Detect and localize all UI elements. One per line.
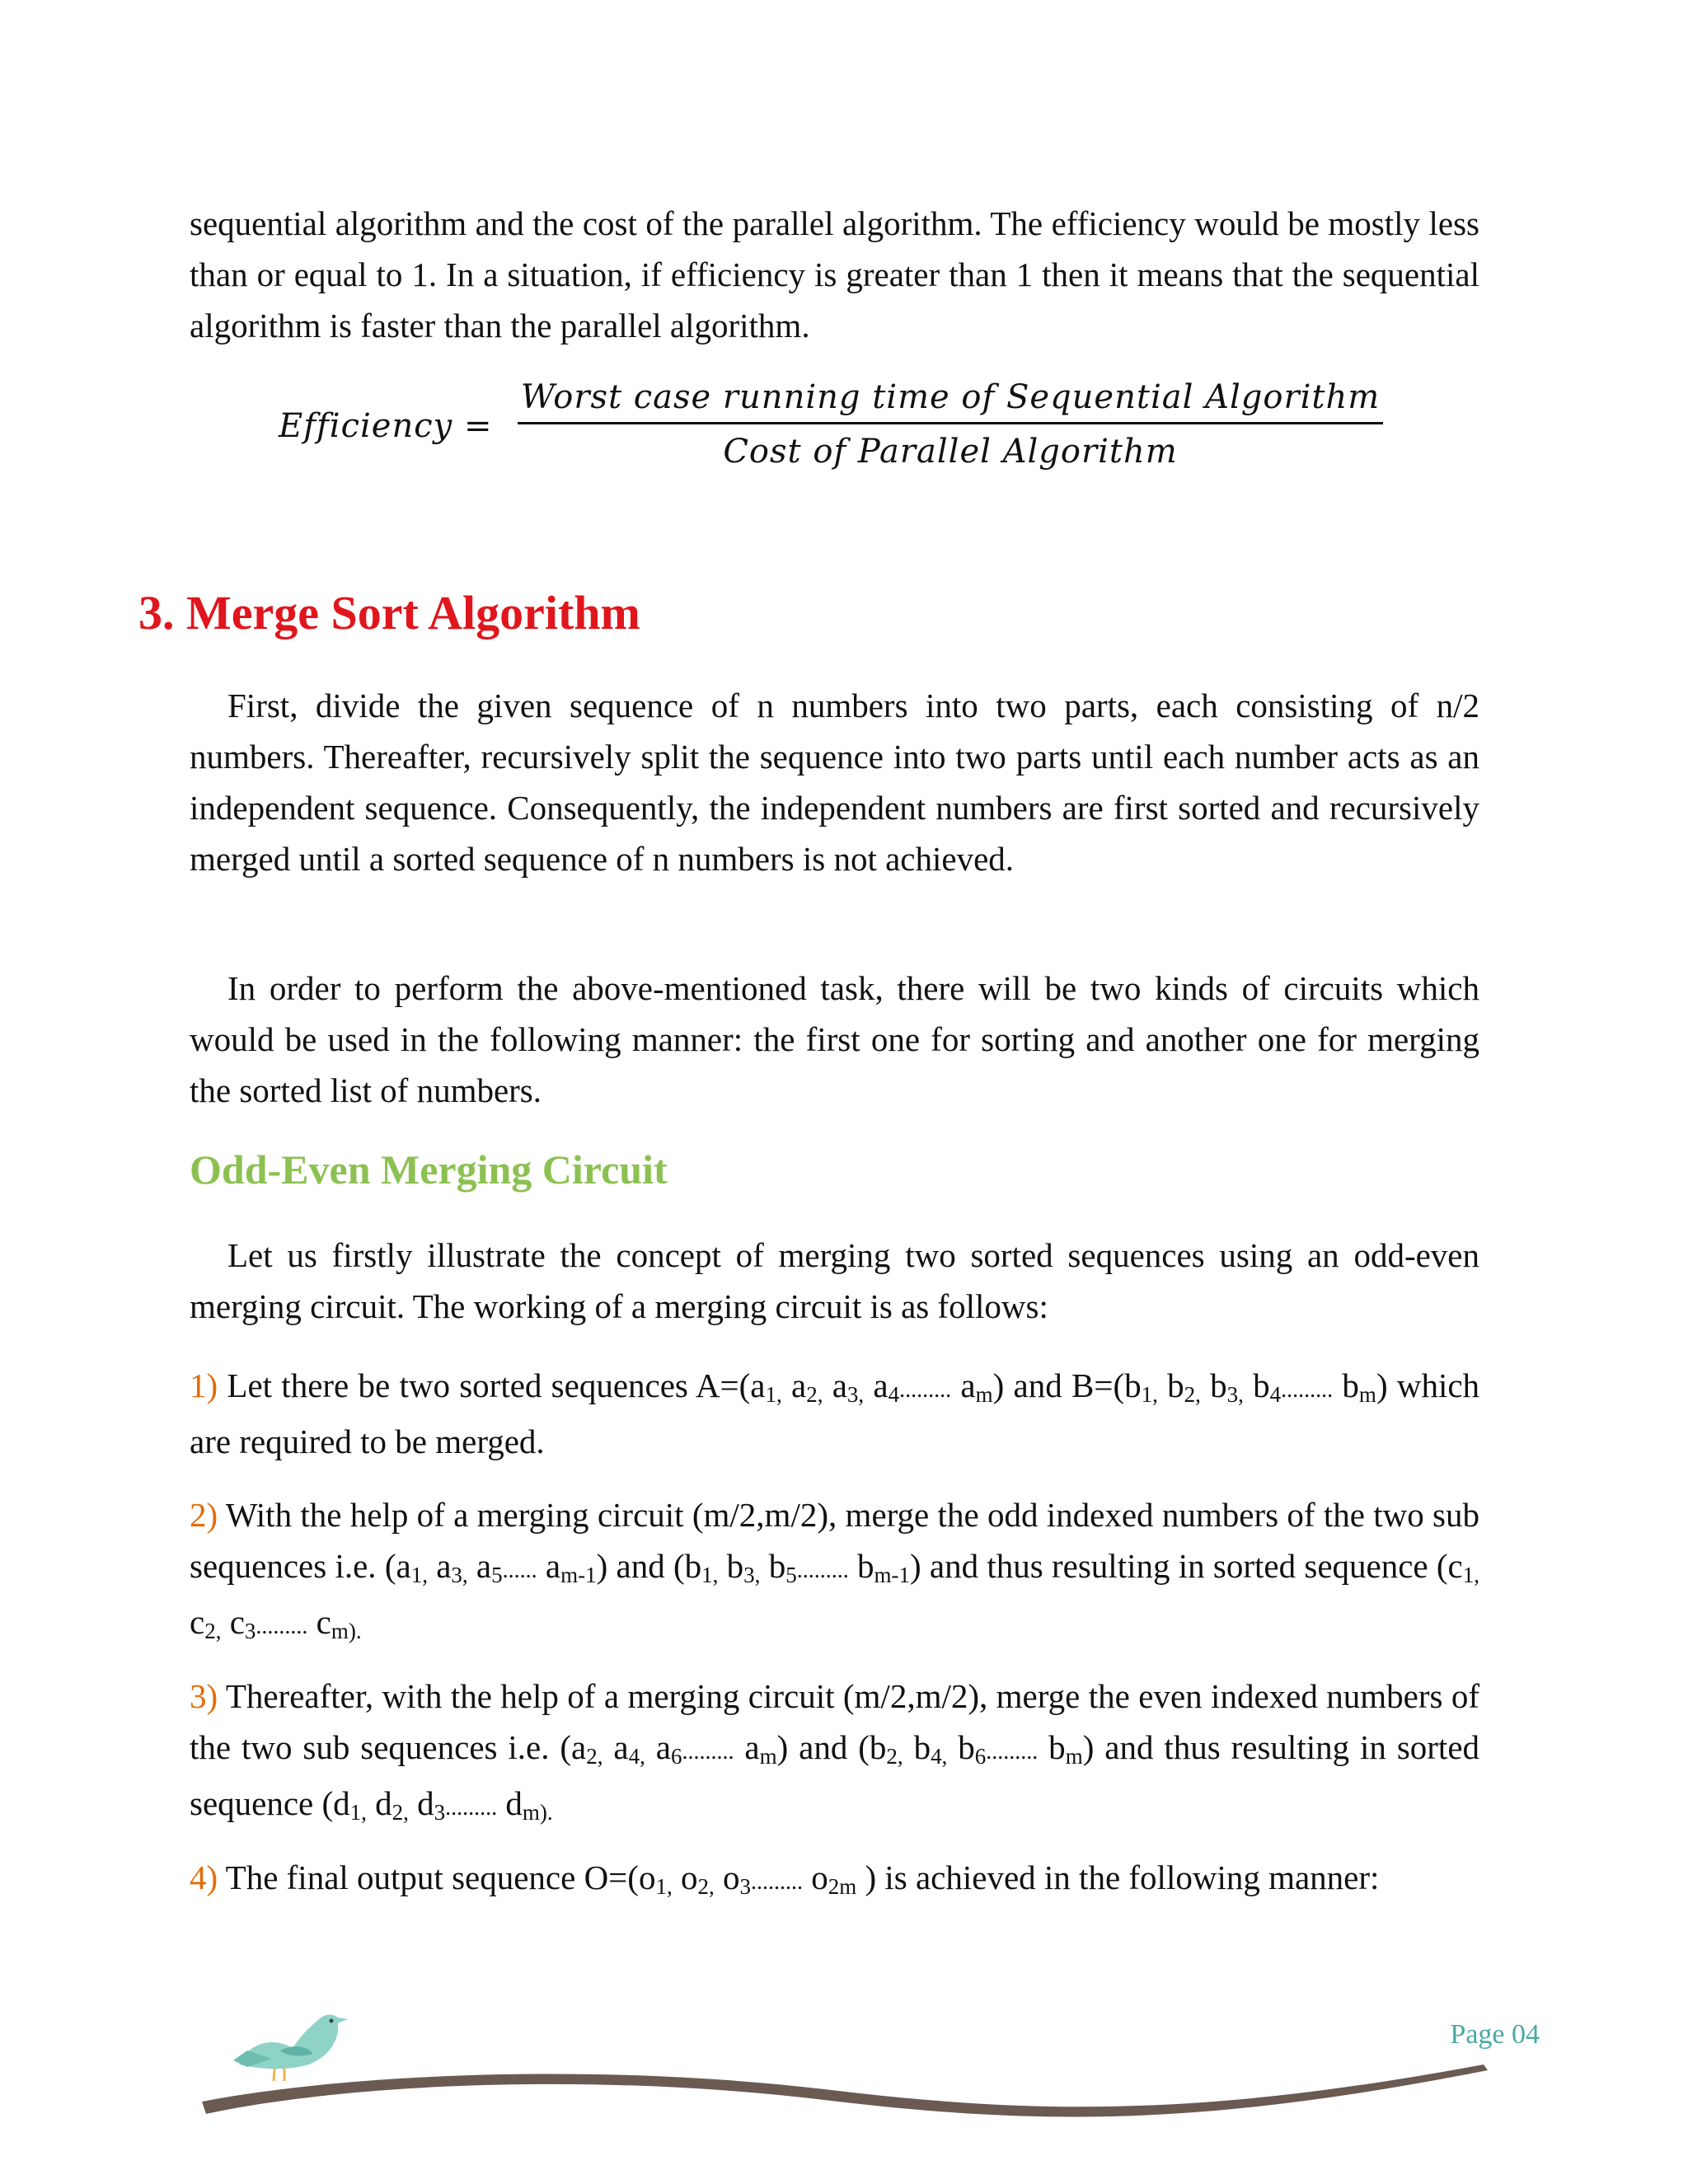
list-item-number: 2) bbox=[190, 1496, 218, 1534]
efficiency-formula bbox=[279, 373, 1391, 480]
list-item bbox=[190, 1671, 1479, 1834]
bird-icon bbox=[233, 2015, 348, 2081]
list-item bbox=[190, 1360, 1479, 1467]
paragraph-3: Let us firstly illustrate the concept of merging two sorted sequences using an odd-even merging circuit. The working of a merging circuit is as follows: bbox=[190, 1236, 1479, 1325]
list-item-number: 1) bbox=[190, 1366, 218, 1404]
page-number: Page 04 bbox=[1450, 2019, 1540, 2050]
intro-paragraph: sequential algorithm and the cost of the parallel algorithm. The efficiency would be mostly less than or equal to 1. In a situation, if efficiency is greater than 1 then it means that the sequential algorithm is faster than the parallel algorithm. bbox=[190, 204, 1479, 344]
paragraph-2-block bbox=[190, 963, 1479, 1116]
list-item-number: 3) bbox=[190, 1677, 218, 1715]
list-item-text: 3) Thereafter, with the help of a merging circuit (m/2,m/2), merge the even indexed numbers of the two sub sequences i.e. ($a_{2,}$ $a_{4,}$ $a_6$......... $a_m$) and ($b_{2,}$ $b_{4,}$ $b_6$......... $b_m$) and thus resulting in sorted sequence ($d_{1,}$ $d_{2,}$ $d_3$......... $d_{m).}$ bbox=[190, 1677, 1480, 1825]
paragraph-1-block bbox=[190, 680, 1479, 884]
intro-block bbox=[190, 198, 1479, 351]
paragraph-2: In order to perform the above-mentioned task, there will be two kinds of circuits which would be used in the following manner: the first one for sorting and another one for merging the sorted list of numbers. bbox=[190, 969, 1479, 1109]
formula-denominator: Cost of Parallel Algorithm bbox=[723, 433, 1178, 471]
list-item-text: 4) The final output sequence $O=(o_{1,}$ $o_{2,}$ $o_3$......... $o_{2m}$ ) is achieved in the following manner: bbox=[190, 1858, 1380, 1899]
section-heading: 3. Merge Sort Algorithm bbox=[138, 586, 640, 640]
list-item bbox=[190, 1489, 1479, 1652]
formula-fraction bbox=[518, 373, 1383, 479]
paragraph-1: First, divide the given sequence of n numbers into two parts, each consisting of n/2 numbers. Thereafter, recursively split the sequence into two parts until each number acts as an independent sequence. Consequently, the independent numbers are first sorted and recursively merged until a sorted sequence of n numbers is not achieved. bbox=[190, 687, 1479, 878]
paragraph-3-block bbox=[190, 1230, 1479, 1332]
list-item-text: 2) With the help of a merging circuit (m/2,m/2), merge the odd indexed numbers of the two sub sequences i.e. ($a_{1,}$ $a_{3,}$ $a_5$...... $a_{m-1}$) and ($b_{1,}$ $b_{3,}$ $b_5$......... $b_{m-1}$) and thus resulting in sorted sequence ($c_{1,}$ $c_{2,}$ $c_3$......... $c_{m).}$ bbox=[190, 1496, 1479, 1643]
footer-decoration bbox=[0, 1978, 1688, 2184]
branch-icon bbox=[202, 2064, 1488, 2116]
formula-lhs: Efficiency = bbox=[279, 407, 493, 445]
list-item-text: 1) Let there be two sorted sequences $A=(a_{1,}$ $a_{2,}$ $a_{3,}$ $a_4$......... $a_m$) and $B=(b_{1,}$ $b_{2,}$ $b_{3,}$ $b_4$......... $b_m$) which are required to be merged. bbox=[190, 1366, 1480, 1460]
formula-numerator: Worst case running time of Sequential Algorithm bbox=[520, 378, 1381, 416]
list-item-number: 4) bbox=[190, 1858, 218, 1896]
list-item bbox=[190, 1852, 1479, 1908]
sub-heading: Odd-Even Merging Circuit bbox=[190, 1146, 668, 1193]
